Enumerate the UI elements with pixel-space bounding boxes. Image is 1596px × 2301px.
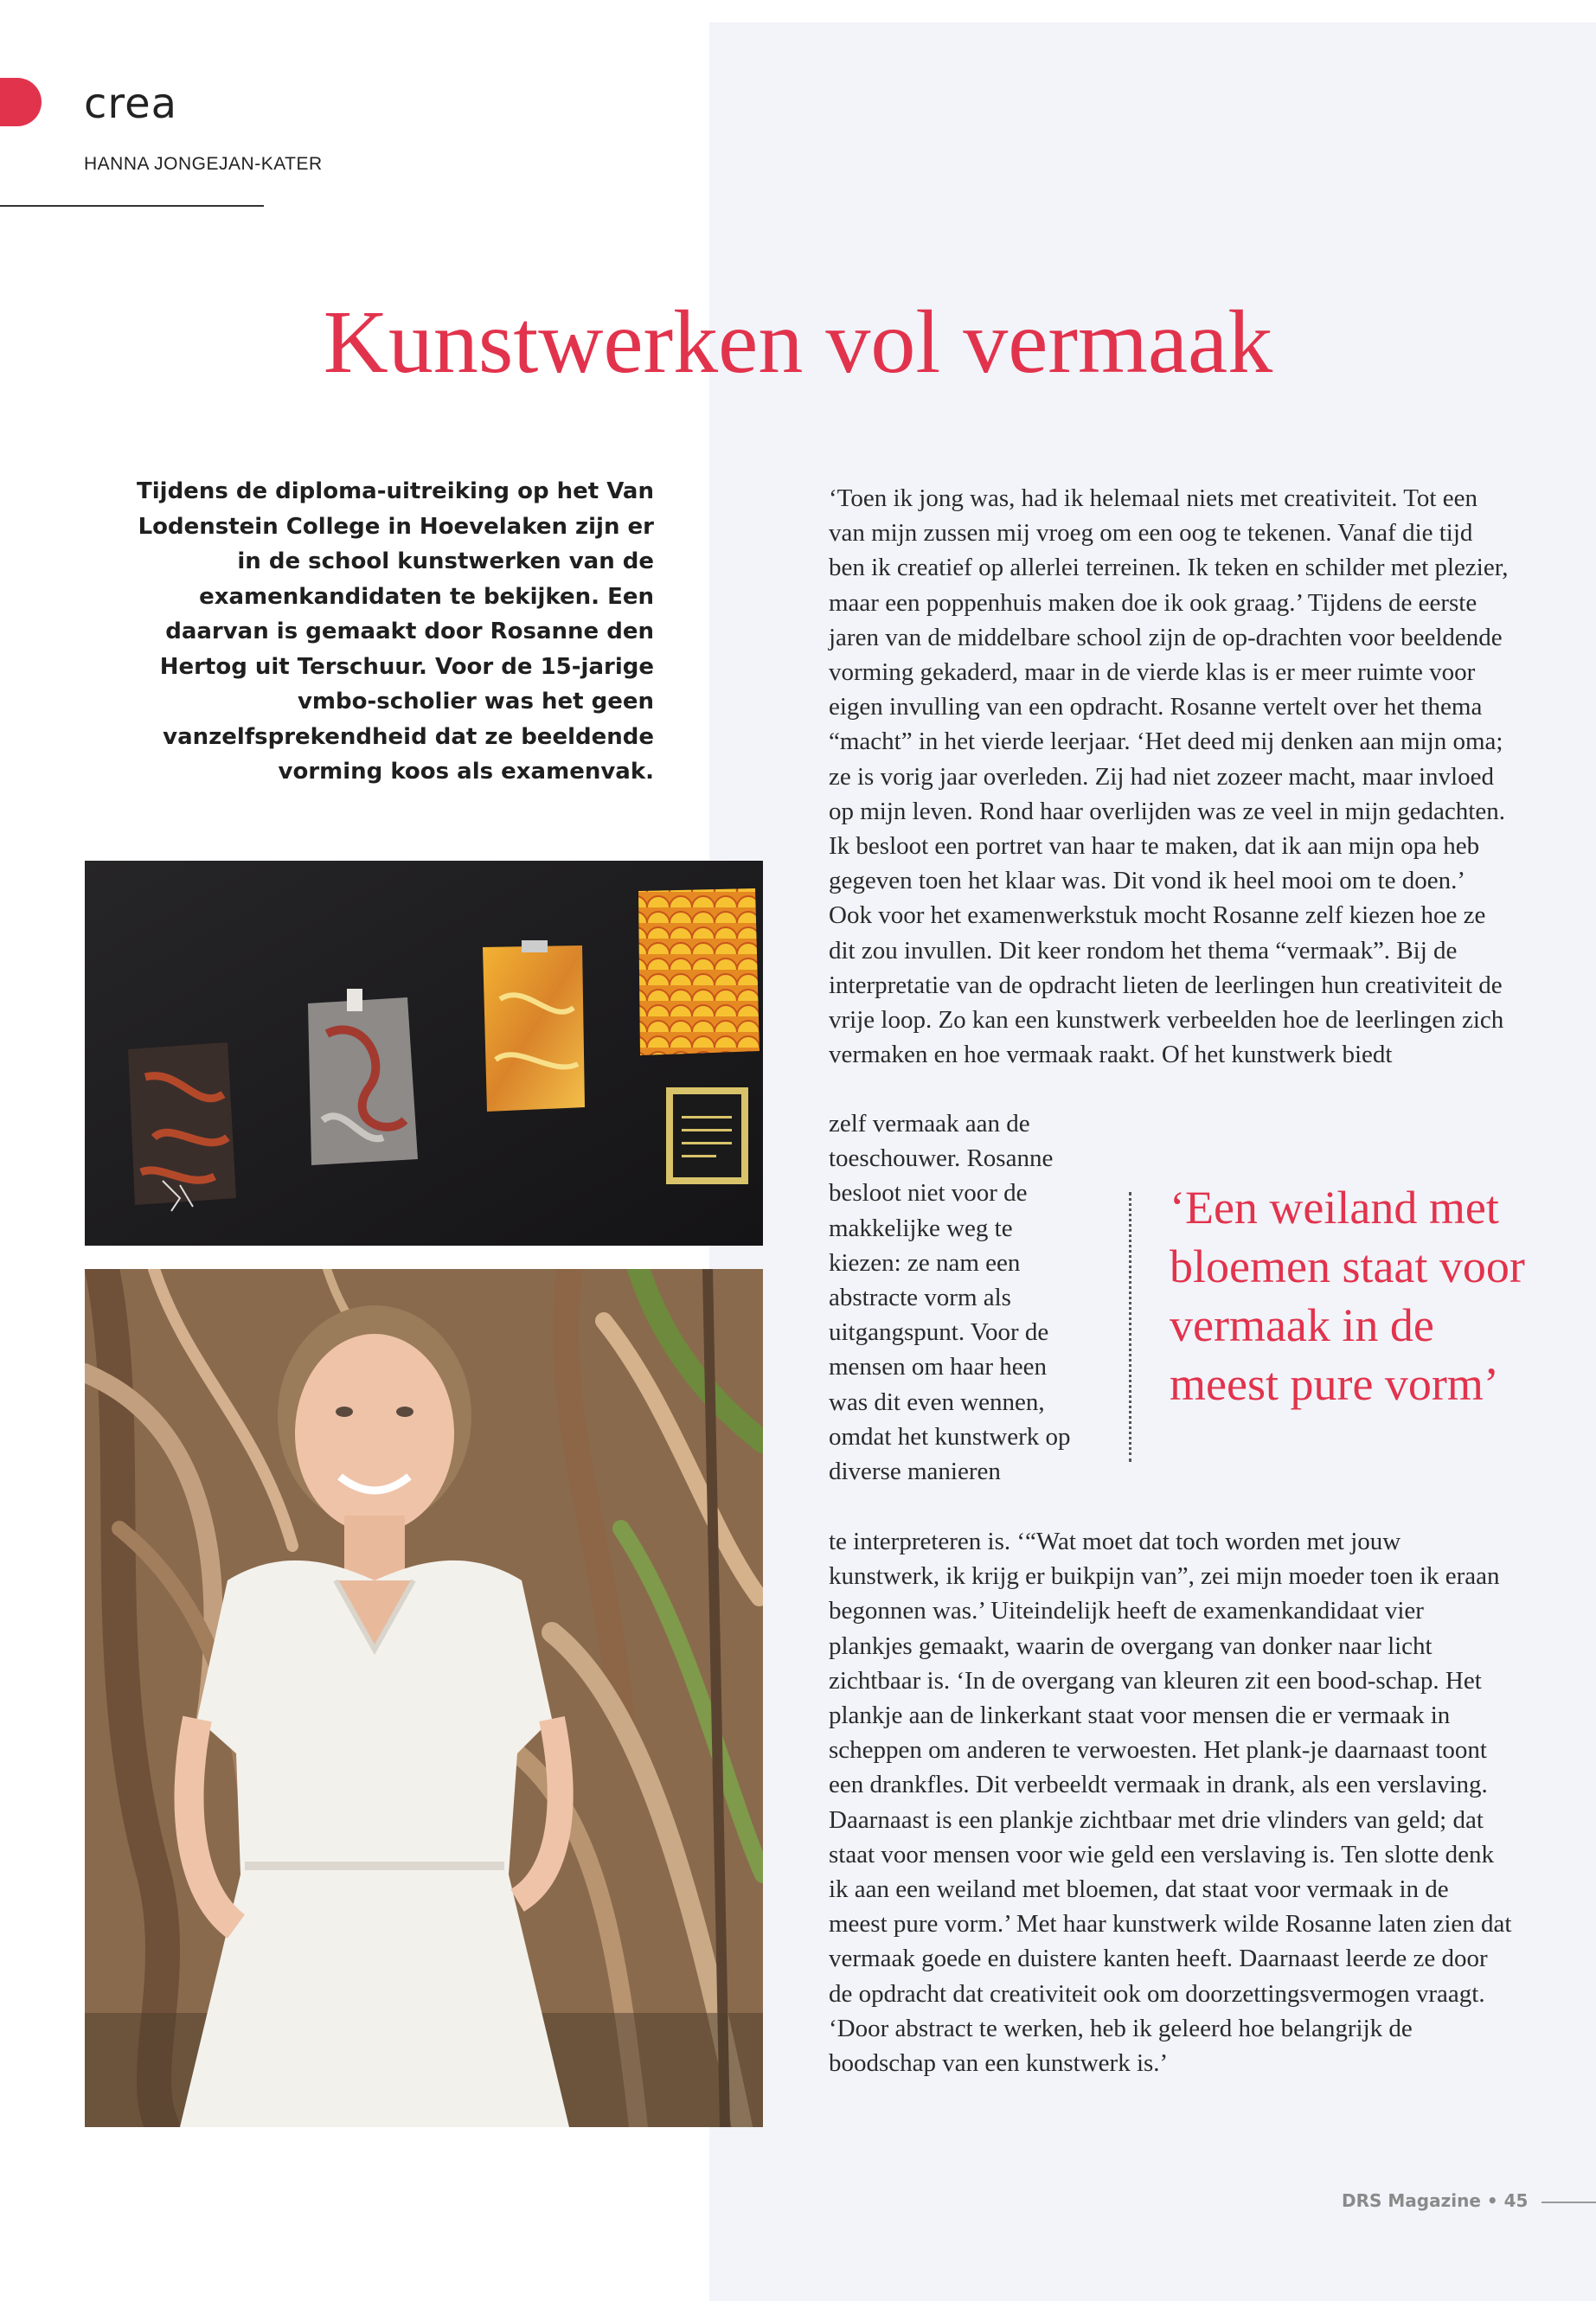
- footer-separator: •: [1486, 2190, 1498, 2211]
- artwork-plaque: [666, 1087, 748, 1184]
- section-marker-icon: [0, 78, 42, 126]
- artwork-photo: [85, 861, 763, 1246]
- author-divider: [0, 205, 264, 207]
- article-intro: Tijdens de diploma-uitreiking op het Van Lodenstein College in Hoevelaken zijn er in de school kunstwerken van de examenkandidaten te bekijken. Een daarvan is gemaakt door Rosanne den Hertog uit Terschuur. Voor de 15-jarige vmbo-scholier was het geen vanzelfsprekendheid dat ze beeldende vorming koos als examenvak.: [137, 478, 654, 785]
- body-text-top: ‘Toen ik jong was, had ik helemaal niets met creativiteit. Tot een van mijn zussen mij vroeg om een oog te tekenen. Vanaf die tijd ben ik creatief op allerlei terreinen. Ik teken en schilder met plezier, maar een poppenhuis maken doe ik ook graag.’ Tijdens de eerste jaren van de middelbare school zijn de op-drachten voor beeldende vorming gekaderd, maar in de vierde klas is er meer ruimte voor eigen invulling van een opdracht. Rosanne vertelt over het thema “macht” in het vierde leerjaar. ‘Het deed mij denken aan mijn oma; ze is vorig jaar overleden. Zij had niet zozeer macht, maar invloed op mijn leven. Rond haar overlijden was ze veel in mijn gedachten. Ik besloot een portret van haar te maken, dat ik aan mijn opa heb gegeven toen het klaar was. Dit vond ik heel mooi om te doen.’ Ook voor het examenwerkstuk mocht Rosanne zelf kiezen hoe ze dit zou invullen. Dit keer rondom het thema “vermaak”. Bij de interpretatie van de opdracht lieten de leerlingen hun creativiteit de vrije loop. Zo kan een kunstwerk verbeelden hoe de leerlingen zich vermaken en hoe vermaak raakt. Of het kunstwerk biedt: [829, 484, 1509, 1069]
- pullquote-divider: [1129, 1192, 1131, 1462]
- section-label: crea: [84, 80, 178, 128]
- article-title: Kunstwerken vol vermaak: [323, 292, 1273, 392]
- artwork-panel-scales: [638, 888, 760, 1055]
- footer-divider: [1542, 2202, 1596, 2203]
- page-number: 45: [1503, 2190, 1529, 2211]
- body-text-narrow: zelf vermaak aan de toeschouwer. Rosanne besloot niet voor de makkelijke weg te kiezen: ze nam een abstracte vorm als uitgangspunt. Voor de mensen om haar heen was dit even wennen, omdat het kunstwerk op diverse manieren: [829, 1110, 1071, 1486]
- artwork-panel-silver: [308, 989, 418, 1165]
- pullquote: ‘Een weiland met bloemen staat voor vermaak in de meest pure vorm’: [1170, 1182, 1525, 1410]
- body-text-bottom: te interpreteren is. ‘“Wat moet dat toch worden met jouw kunstwerk, ik krijg er buikpijn van”, zei mijn moeder toen ik eraan begonnen was.’ Uiteindelijk heeft de examenkandidaat vier plankjes gemaakt, waarin de overgang van donker naar licht zichtbaar is. ‘In de overgang van kleuren zit een bood-schap. Het plankje aan de linkerkant staat voor mensen die er vermaak in scheppen om anderen te verwoesten. Het plank-je daarnaast toont een drankfles. Dit verbeeldt vermaak in drank, als een verslaving. Daarnaast is een plankje zichtbaar met drie vlinders van geld; dat staat voor mensen voor wie geld een verslaving is. Ten slotte denk ik aan een weiland met bloemen, dat staat voor vermaak in de meest pure vorm.’ Met haar kunstwerk wilde Rosanne laten zien dat vermaak goede en duistere kanten heeft. Daarnaast leerde ze door de opdracht dat creativiteit ook om doorzettingsvermogen vraagt. ‘Door abstract te werken, heb ik geleerd hoe belangrijk de boodschap van een kunstwerk is.’: [829, 1528, 1512, 2078]
- page-footer: [1342, 2190, 1528, 2211]
- artwork-panel-orange: [483, 940, 585, 1112]
- author-name: HANNA JONGEJAN-KATER: [84, 154, 323, 174]
- portrait-illustration: [85, 1269, 763, 2127]
- magazine-name: DRS Magazine: [1342, 2190, 1481, 2211]
- artwork-panel-dark: [128, 1042, 236, 1211]
- portrait-photo: [85, 1269, 763, 2127]
- artwork-illustration: [85, 861, 763, 1246]
